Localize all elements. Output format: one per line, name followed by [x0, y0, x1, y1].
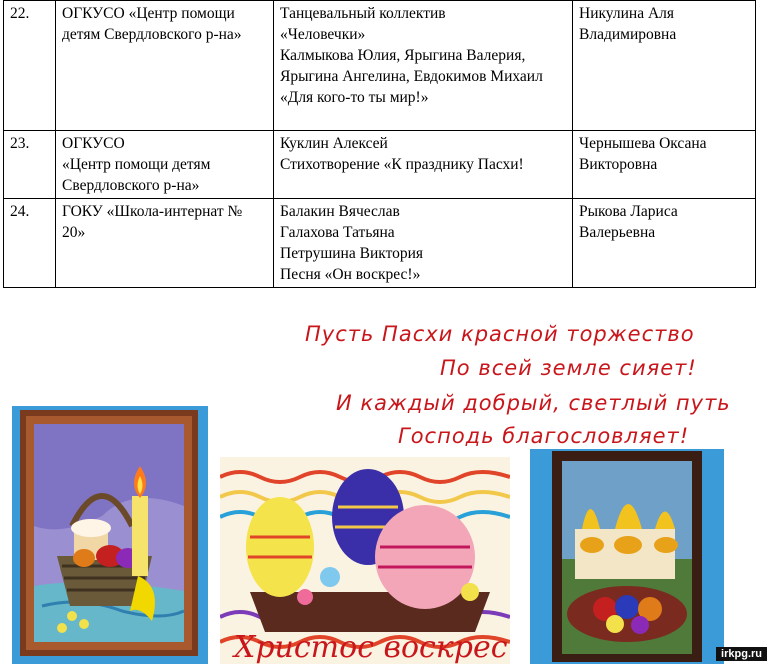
performers-cell: Балакин Вячеслав Галахова Татьяна Петрушина Виктория Песня «Он воскрес!»: [274, 199, 573, 288]
performers-cell: Куклин Алексей Стихотворение «К празднику Пасхи!: [274, 131, 573, 199]
table-row: [4, 199, 756, 288]
row-number: 24.: [4, 199, 56, 288]
leader-cell: Чернышева Оксана Викторовна: [573, 131, 756, 199]
organization-cell: ОГКУСО «Центр помощи детям Свердловского р-на»: [56, 1, 274, 131]
easter-eggs-image: [220, 457, 510, 664]
easter-greeting-lettering: Христос воскрес: [234, 630, 508, 664]
leader-cell: Никулина Аля Владимировна: [573, 1, 756, 131]
church-domes-image: [530, 449, 724, 664]
performers-cell: Танцевальный коллектив «Человечки» Калмыкова Юлия, Ярыгина Валерия, Ярыгина Ангелина, Евдокимов Михаил «Для кого-то ты мир!»: [274, 1, 573, 131]
row-number: 22.: [4, 1, 56, 131]
church-domes-painting: [530, 449, 724, 664]
row-number: 23.: [4, 131, 56, 199]
poem-line-4: Господь благословляет!: [398, 424, 690, 448]
basket-candle-painting: [12, 406, 208, 664]
poem-line-3: И каждый добрый, светлый путь: [336, 391, 731, 415]
table-row: [4, 1, 756, 131]
organization-cell: ГОКУ «Школа-интернат № 20»: [56, 199, 274, 288]
poem-line-1: Пусть Пасхи красной торжество: [305, 322, 695, 346]
participants-table: [3, 0, 756, 288]
site-watermark: irkpg.ru: [716, 647, 767, 661]
basket-candle-image: [12, 406, 208, 664]
table-row: [4, 131, 756, 199]
organization-cell: ОГКУСО «Центр помощи детям Свердловского р-на»: [56, 131, 274, 199]
leader-cell: Рыкова Лариса Валерьевна: [573, 199, 756, 288]
easter-eggs-painting: [220, 457, 510, 664]
poem-line-2: По всей земле сияет!: [440, 356, 697, 380]
